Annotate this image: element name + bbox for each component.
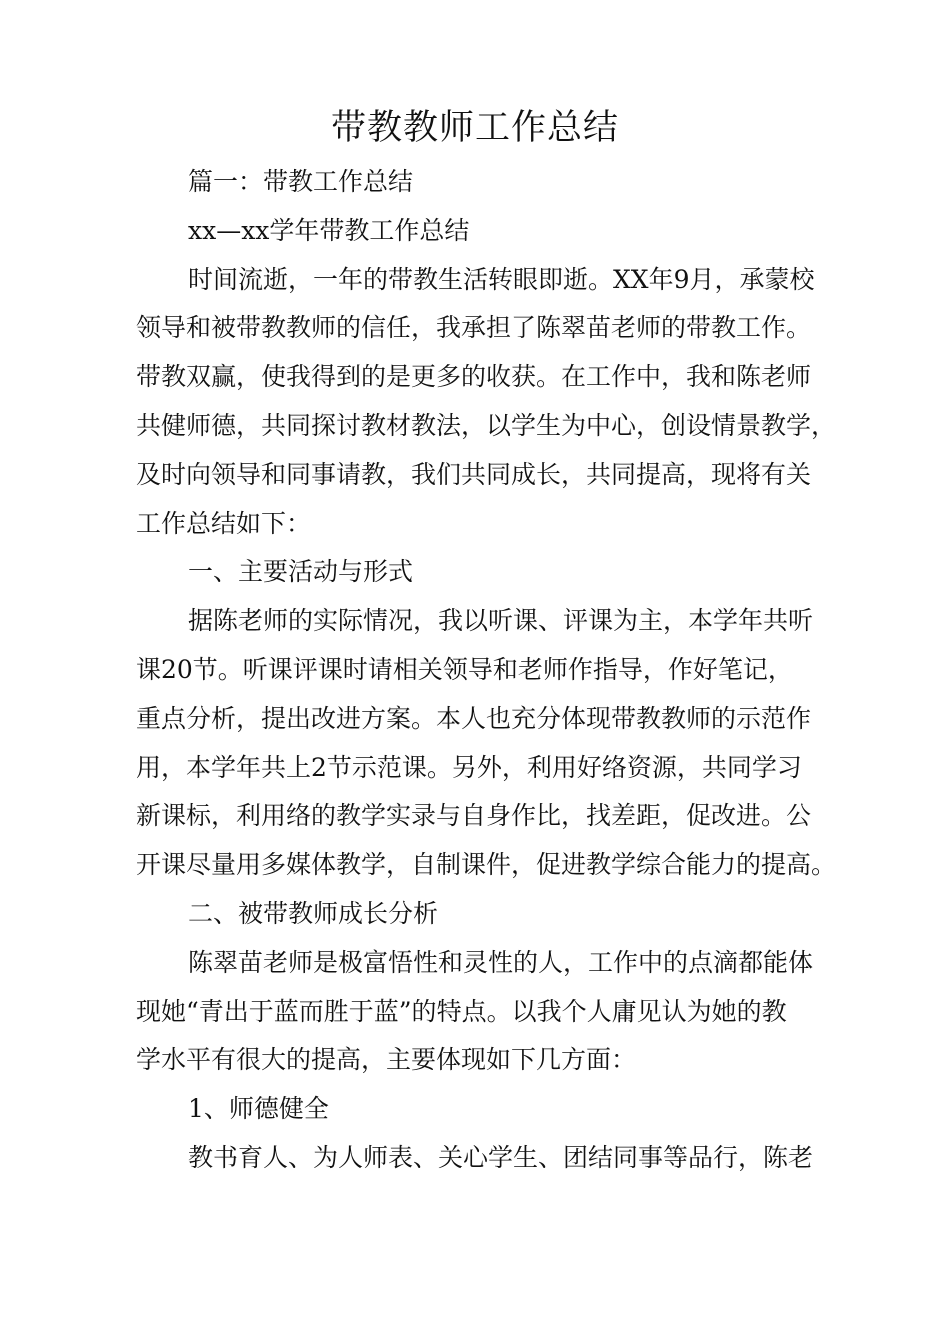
- text-line: 据陈老师的实际情况，我以听课、评课为主，本学年共听: [188, 606, 814, 636]
- document-body: [136, 158, 840, 1183]
- text-line: 现她“青出于蓝而胜于蓝”的特点。以我个人庸见认为她的教: [136, 996, 787, 1026]
- text-line: 重点分析，提出改进方案。本人也充分体现带教教师的示范作: [136, 703, 812, 733]
- text-line: 用，本学年共上2节示范课。另外，利用好络资源，共同学习: [136, 752, 802, 782]
- text-line: 1、师德健全: [188, 1094, 329, 1124]
- text-line: 及时向领导和同事请教，我们共同成长，共同提高，现将有关: [136, 459, 812, 489]
- text-line: 时间流逝，一年的带教生活转眼即逝。XX年9月，承蒙校: [188, 264, 815, 294]
- text-line: 二、被带教师成长分析: [188, 898, 439, 928]
- text-line: 一、主要活动与形式: [188, 557, 414, 587]
- text-line: xx—xx学年带教工作总结: [188, 215, 470, 245]
- text-line: 领导和被带教教师的信任，我承担了陈翠苗老师的带教工作。: [136, 313, 812, 343]
- text-line: 带教双赢，使我得到的是更多的收获。在工作中，我和陈老师: [136, 362, 812, 392]
- text-line: 工作总结如下：: [136, 508, 312, 538]
- document-title: 带教教师工作总结: [330, 108, 619, 148]
- text-line: 学水平有很大的提高，主要体现如下几方面：: [136, 1045, 637, 1075]
- text-line: 新课标，利用络的教学实录与自身作比，找差距，促改进。公: [136, 801, 812, 831]
- text-line: 教书育人、为人师表、关心学生、团结同事等品行，陈老: [188, 1142, 814, 1172]
- text-line: 开课尽量用多媒体教学，自制课件，促进教学综合能力的提高。: [136, 850, 837, 880]
- text-line: 共健师德，共同探讨教材教法，以学生为中心，创设情景教学，: [136, 410, 837, 440]
- text-line: 陈翠苗老师是极富悟性和灵性的人，工作中的点滴都能体: [188, 947, 814, 977]
- text-line: 篇一：带教工作总结: [188, 167, 414, 196]
- text-line: 课20节。听课评课时请相关领导和老师作指导，作好笔记，: [136, 654, 793, 684]
